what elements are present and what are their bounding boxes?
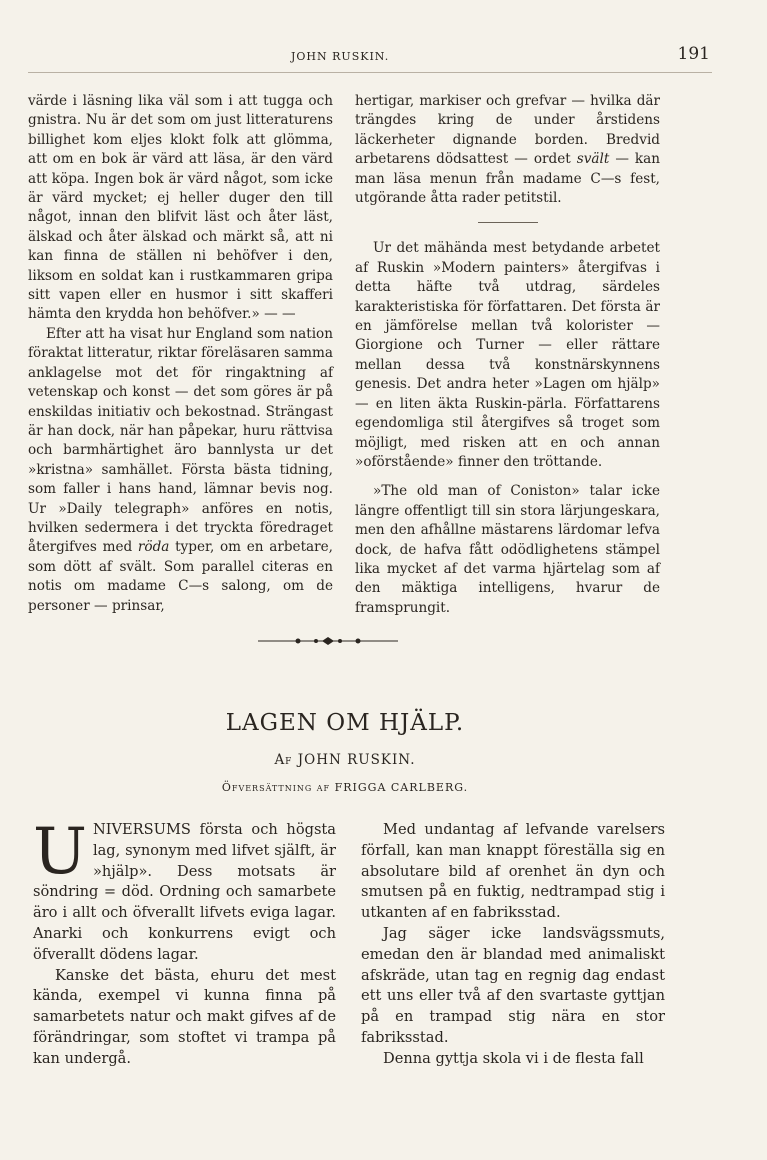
running-title: JOHN RUSKIN. (291, 50, 390, 63)
translation-credit (0, 781, 690, 794)
translation-prefix: Öfversättning af (221, 781, 331, 794)
left-paragraph-2-emphasis: röda (137, 539, 170, 556)
body-left-column (33, 815, 336, 1070)
translator-name: FRIGGA CARLBERG. (334, 781, 469, 794)
body-right-column (361, 820, 665, 1070)
right-p1-text: hertigar, markiser och grefvar — hvilka där trängdes kring de under årstidens läckerheter dignande borden. Bredvid arbetarens dödsattest — ordet (355, 93, 660, 168)
article-title: LAGEN OM HJÄLP. (225, 710, 465, 736)
author-name: JOHN RUSKIN. (297, 752, 416, 768)
article-author (0, 752, 690, 768)
page-number: 191 (677, 44, 710, 64)
right-paragraph-2: Ur det mähända mest betydande arbetet af Ruskin »Modern painters» återgifvas i detta häfte två utdrag, särdeles karakteristiska för författaren. Det första är en jämförelse mellan två kolorister — Giorgione och Turner — eller rättare mellan dessa två konstnärskynnens genesis. Det andra heter »Lagen om hjälp» — en liten äkta Ruskin-pärla. Författarens egendomliga stil återgifves så troget som möjligt, med risken att en och annan »oförstående» finner den tröttande. (355, 240, 660, 470)
author-prefix: Af (274, 752, 293, 768)
left-paragraph-2-tail: typer, om en arbetare, som dött af svält. Som parallel citeras en notis om madame C—s salong, om de personer — prinsar, (28, 539, 333, 614)
body-right-paragraph-1: Med undantag af lefvande varelsers förfall, kan man knappt föreställa sig en absolutare bild af orenhet än dyn och smutsen på en fuktig, nedtrampad stig i utkanten af en fabriksstad. (361, 821, 665, 922)
right-p1-tail: — kan man läsa menun från madame C—s fest, utgörande åtta rader petitstil. (355, 151, 660, 207)
left-column (28, 92, 333, 616)
header-rule (28, 72, 712, 73)
section-separator (478, 222, 538, 223)
ornamental-divider (258, 637, 398, 645)
right-paragraph-3: »The old man of Coniston» talar icke längre offentligt till sin stora lärjungeskara, men den afhållne mästarens lärdomar lefva dock, de hafva fått odödlighetens stämpel lika mycket af det varma hjärtelag som af den mäktiga intelligens, hvarur de framsprungit. (355, 483, 660, 616)
body-left-paragraph-2: Kanske det bästa, ehuru det mest kända, exempel vi kunna finna på samarbetets natur och makt gifves af de förändringar, som stoftet vi trampa på kan undergå. (33, 966, 336, 1067)
right-paragraph-1 (355, 92, 660, 208)
body-right-paragraph-2: Jag säger icke landsvägssmuts, emedan den är blandad med animaliskt afskräde, utan tag en regnig dag endast ett uns eller två af den svartaste gyttjan på en trampad stig nära en stor fabriksstad. (361, 924, 665, 1046)
left-paragraph-2 (28, 325, 333, 616)
drop-cap: U (33, 815, 87, 889)
left-paragraph-2-text: Efter att ha visat hur England som nation föraktat litteratur, riktar föreläsaren samma anklagelse mot det för ringaktning af vetenskap och konst — det som göres är på enskildas initiativ och bekostnad. Strängast är han dock, när han påpekar, huru rättvisa och barmhärtighet äro bannlysta ur det »kristna» samhället. Första bästa tidning, som faller i hans hand, lämnar bevis nog. Ur »Daily telegraph» anföres en notis, hvilken sedermera i det tryckta föredraget återgifves med (28, 325, 333, 556)
right-p1-emphasis: svält (576, 151, 610, 168)
right-column (355, 92, 660, 618)
left-paragraph-1: värde i läsning lika väl som i att tugga och gnistra. Nu är det som om just litteraturens billighet kom eljes klokt folk att glömma, att om en bok är värd att läsa, är den värd att köpa. Ingen bok är värd något, som icke är värd mycket; ej heller duger den till något, innan den blifvit läst och åter läst, älskad och åter älskad och märkt så, att ni kan finna de ställen ni behöfver i den, liksom en soldat kan i rustkammaren gripa sitt vapen eller en husmor i sitt skafferi hämta den krydda hon behöfver.» — — (28, 93, 333, 323)
body-left-paragraph-1 (33, 815, 336, 966)
body-right-paragraph-3: Denna gyttja skola vi i de flesta fall (383, 1049, 644, 1067)
body-left-p1-text: NIVERSUMS första och högsta lag, synonym med lifvet själft, är »hjälp». Dess motsats är söndring = död. Ordning och samarbete äro i allt och öfverallt lifvets eviga lagar. Anarki och konkurrens evigt och öfverallt dödens lagar. (33, 821, 336, 963)
